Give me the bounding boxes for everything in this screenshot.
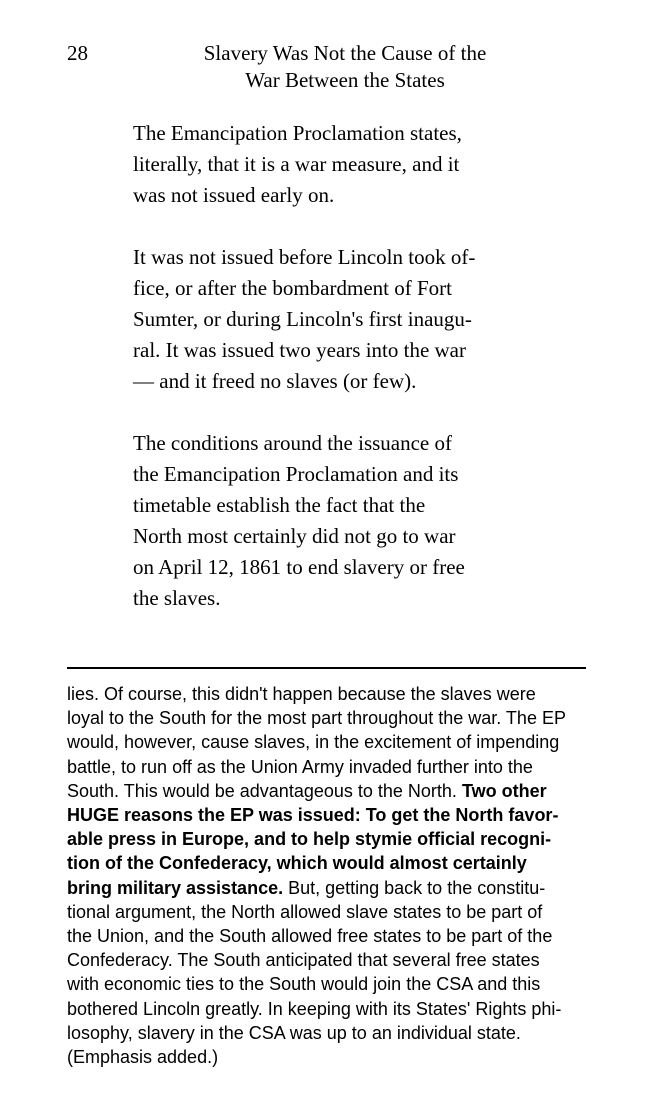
page-number: 28 <box>67 41 88 65</box>
footnote <box>67 682 597 1069</box>
footnote-emphasis: tion of the Confederacy, which would almost certainly <box>67 853 527 874</box>
text-line: Sumter, or during Lincoln's first inaugu- <box>133 307 472 331</box>
footnote-line: would, however, cause slaves, in the excitement of impending <box>67 732 560 753</box>
text-line: the slaves. <box>133 586 221 610</box>
footnote-line: the Union, and the South allowed free states to be part of the <box>67 926 553 947</box>
footnote-line <box>67 827 597 851</box>
text-line: The Emancipation Proclamation states, <box>133 121 462 145</box>
footnote-line: loyal to the South for the most part throughout the war. The EP <box>67 708 566 729</box>
footnote-emphasis: bring military assistance. <box>67 877 284 898</box>
running-head-line-1: Slavery Was Not the Cause of the <box>203 41 487 65</box>
paragraph-3 <box>133 428 543 614</box>
footnote-line: losophy, slavery in the CSA was up to an individual state. <box>67 1022 521 1043</box>
footnote-text: But, getting back to the constitu- <box>283 877 546 898</box>
text-line: fice, or after the bombardment of Fort <box>133 276 452 300</box>
text-line: ral. It was issued two years into the war <box>133 338 466 362</box>
footnote-line: battle, to run off as the Union Army invaded further into the <box>67 756 533 777</box>
text-line: was not issued early on. <box>133 183 335 207</box>
footnote-line <box>67 803 597 827</box>
footnote-line: tional argument, the North allowed slave states to be part of <box>67 901 543 922</box>
text-line: North most certainly did not go to war <box>133 524 456 548</box>
footnote-text: South. This would be advantageous to the North. <box>67 780 462 801</box>
footnote-separator-rule <box>67 667 586 669</box>
footnote-line <box>67 851 597 875</box>
text-line: the Emancipation Proclamation and its <box>133 462 459 486</box>
text-line: The conditions around the issuance of <box>133 431 452 455</box>
running-head <box>120 40 570 94</box>
text-line: on April 12, 1861 to end slavery or free <box>133 555 465 579</box>
footnote-line: with economic ties to the South would join the CSA and this <box>67 974 541 995</box>
footnote-line: Confederacy. The South anticipated that several free states <box>67 950 540 971</box>
footnote-emphasis: able press in Europe, and to help stymie official recogni- <box>67 829 552 850</box>
running-head-line-2: War Between the States <box>245 68 445 92</box>
footnote-line: bothered Lincoln greatly. In keeping with its States' Rights phi- <box>67 998 562 1019</box>
footnote-line <box>67 876 597 900</box>
footnote-line: lies. Of course, this didn't happen because the slaves were <box>67 684 536 704</box>
text-line: timetable establish the fact that the <box>133 493 426 517</box>
body-text <box>133 118 543 645</box>
paragraph-2 <box>133 242 543 397</box>
footnote-line <box>67 779 597 803</box>
text-line: — and it freed no slaves (or few). <box>133 369 417 393</box>
footnote-emphasis: Two other <box>461 780 547 801</box>
footnote-line: (Emphasis added.) <box>67 1047 219 1068</box>
footnote-emphasis: HUGE reasons the EP was issued: To get the North favor- <box>67 805 559 826</box>
text-line: It was not issued before Lincoln took of- <box>133 245 476 269</box>
paragraph-1 <box>133 118 543 211</box>
text-line: literally, that it is a war measure, and it <box>133 152 460 176</box>
